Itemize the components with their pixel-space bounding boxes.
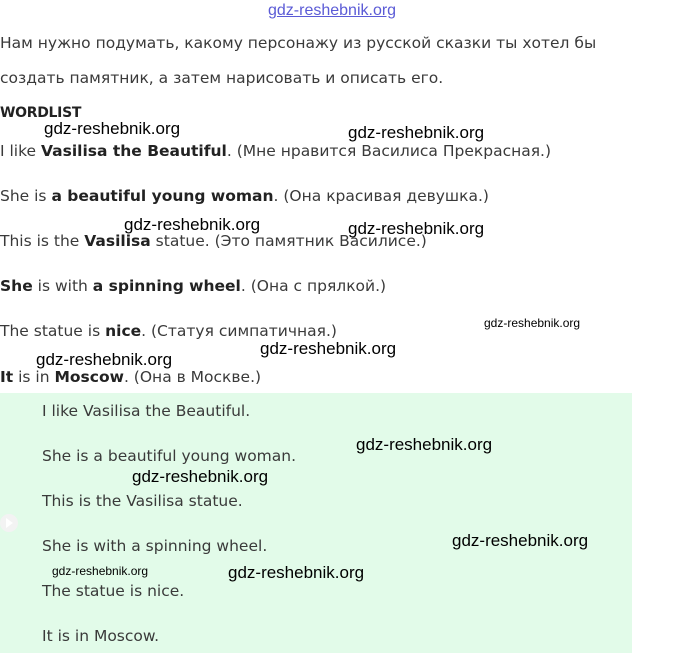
watermark: gdz-reshebnik.org xyxy=(356,435,493,454)
watermark: gdz-reshebnik.org xyxy=(260,339,397,358)
watermark: gdz-reshebnik.org xyxy=(36,350,173,369)
watermark: gdz-reshebnik.org xyxy=(348,219,485,238)
watermark: gdz-reshebnik.org xyxy=(348,123,485,142)
watermark: gdz-reshebnik.org xyxy=(52,564,149,578)
wordlist-item: I like Vasilisa the Beautiful. (Мне нравится Василиса Прекрасная.) xyxy=(0,142,552,160)
wordlist-item: It is in Moscow. (Она в Москве.) xyxy=(0,368,262,386)
answer-line: She is with a spinning wheel. xyxy=(42,537,268,555)
watermark: gdz-reshebnik.org xyxy=(228,563,365,582)
answer-line: This is the Vasilisa statue. xyxy=(42,492,243,510)
watermark: gdz-reshebnik.org xyxy=(484,316,581,330)
answer-line: It is in Moscow. xyxy=(42,627,160,645)
answer-line: I like Vasilisa the Beautiful. xyxy=(42,402,251,420)
wordlist-item: She is a beautiful young woman. (Она красивая девушка.) xyxy=(0,187,489,205)
play-icon[interactable] xyxy=(0,514,18,532)
task-text-line-1: Нам нужно подумать, какому персонажу из русской сказки ты хотел бы xyxy=(0,34,597,52)
task-text-line-2: создать памятник, а затем нарисовать и описать его. xyxy=(0,69,444,87)
wordlist-item: The statue is nice. (Статуя симпатичная.) xyxy=(0,322,337,340)
answer-line: The statue is nice. xyxy=(42,582,185,600)
wordlist-item: This is the Vasilisa statue. (Это памятник Василисе.) xyxy=(0,232,427,250)
watermark: gdz-reshebnik.org xyxy=(132,467,269,486)
watermark: gdz-reshebnik.org xyxy=(44,119,181,138)
watermark: gdz-reshebnik.org xyxy=(124,215,261,234)
watermark: gdz-reshebnik.org xyxy=(452,531,589,550)
answer-box xyxy=(0,393,632,653)
wordlist-heading: WORDLIST xyxy=(0,105,82,121)
watermark-top: gdz-reshebnik.org xyxy=(268,2,397,19)
wordlist-item: She is with a spinning wheel. (Она с прялкой.) xyxy=(0,277,387,295)
answer-line: She is a beautiful young woman. xyxy=(42,447,297,465)
